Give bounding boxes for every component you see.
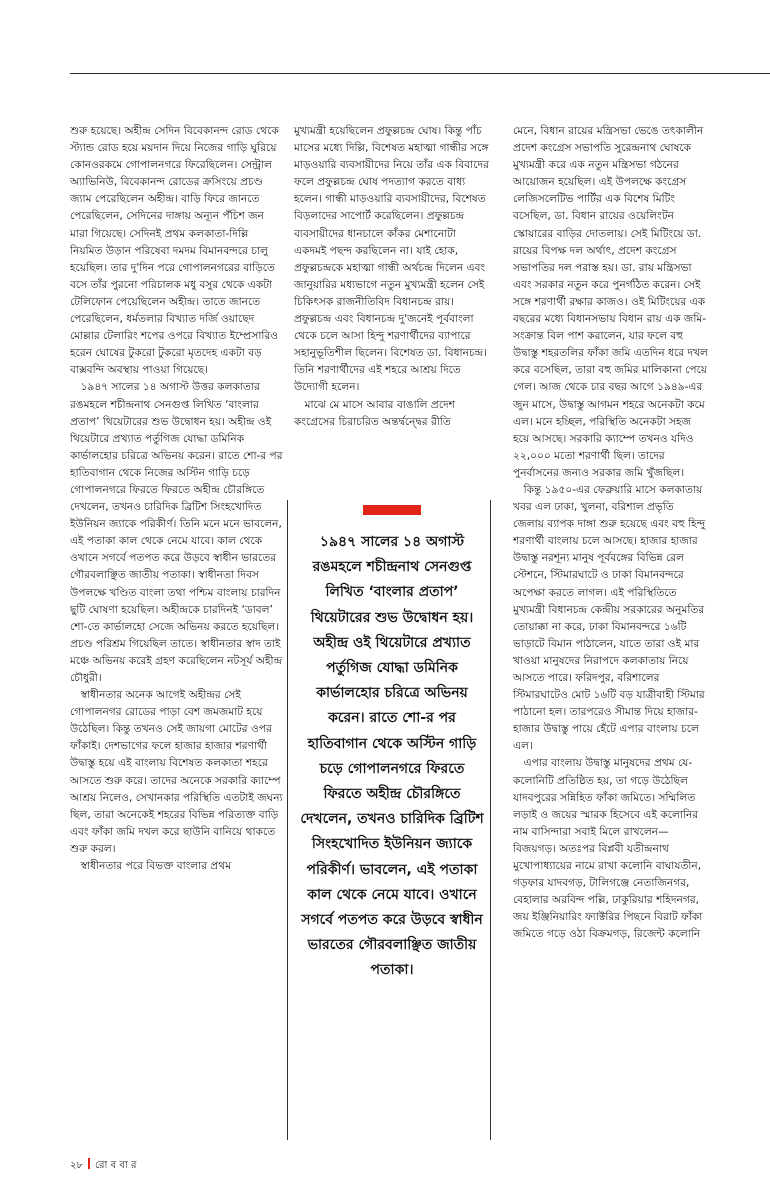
article-column-2 [294, 123, 489, 508]
article-column-1 [70, 123, 284, 1123]
column-divider-left [287, 500, 288, 1140]
paragraph: মুখ্যমন্ত্রী হয়েছিলেন প্রফুল্লচন্দ্র ঘোষ। কিন্তু পাঁচ মাসের মধ্যে দিল্লি, বিশেষত মহাত্মা গান্ধীর সঙ্গে মাড়ওয়ারি ব্যবসায়ীদের নিয়ে তাঁর এক বিবাদের ফলে প্রফুল্লচন্দ্র ঘোষ পদত্যাগ করতে বাধ্য হলেন। গান্ধী মাড়ওয়ারি ব্যবসায়ীদের, বিশেষত বিড়লাদের সাপোর্ট করেছিলেন। প্রফুল্লচন্দ্র ব্যবসায়ীদের ধানচালে কাঁকর মেশানোটা একদমই পছন্দ করছিলেন না। যাই হোক, প্রফুল্লচন্দ্রকে মহাত্মা গান্ধী অর্থচন্দ্র দিলেন এবং জানুয়ারির মধ্যভাগে নতুন মুখ্যমন্ত্রী হলেন সেই চিকিৎসক রাজনীতিবিদ বিধানচন্দ্র রায়। প্রফুল্লচন্দ্র এবং বিধানচন্দ্র দু'জনেই পূর্ববাংলা থেকে চলে আসা হিন্দু শরণার্থীদের ব্যাপারে সহানুভূতিশীল ছিলেন। বিশেষত ডা. বিধানচন্দ্র। তিনি শরণার্থীদের এই শহরে আশ্রয় দিতে উদ্যোগী হলেন। [294, 125, 489, 394]
paragraph: এপার বাংলায় উদ্বাস্তু মানুষদের প্রথম যে-কলোনিটি প্রতিষ্ঠিত হয়, তা গড়ে উঠেছিল যাদবপুরের সন্নিহিত ফাঁকা জমিতে। সম্মিলিত লড়াই ও জয়ের স্মারক হিসেবে এই কলোনির নাম বাসিন্দারা সবাই মিলে রাখলেন— বিজয়গড়। অতঃপর বিপ্লবী যতীন্দ্রনাথ মুখোপাধ্যায়ের নামে রাখা কলোনি বাঘাযতীন, গড়ফার যাদবগড়, টালিগঞ্জে নেতাজিনগর, বেহালার অরবিন্দ পল্লি, ঢাকুরিয়ার শহিদনগর, জয় ইঞ্জিনিয়ারিং ফ্যাক্টরির পিছনে বিরাট ফাঁকা জমিতে গড়ে ওঠা বিক্রমগড়, রিজেন্ট কলোনি [513, 757, 703, 941]
pull-quote-accent-bar [363, 505, 421, 515]
paragraph: স্বাধীনতার পরে বিভক্ত বাংলার প্রথম [80, 860, 232, 873]
footer-separator [88, 1158, 90, 1169]
paragraph: মেনে, বিধান রায়ের মন্ত্রিসভা ভেঙে তৎকালীন প্রদেশ কংগ্রেস সভাপতি সুরেন্দ্রনাথ ঘোষকে মুখ্যমন্ত্রী করে এক নতুন মন্ত্রিসভা গঠনের আয়োজন হয়েছিল। এই উপলক্ষে কংগ্রেস লেজিসলেটিভ পার্টির এক বিশেষ মিটিং বসেছিল, ডা. বিধান রায়ের ওয়েলিংটন স্কোয়ারের বাড়ির দোতলায়। সেই মিটিংয়ে ডা. রায়ের বিপক্ষ দল অর্থাৎ, প্রদেশ কংগ্রেস সভাপতির দল পরাস্ত হয়। ডা. রায় মন্ত্রিসভা এবং সরকার নতুন করে পুনর্গঠিত করেন। সেই সঙ্গে শরণার্থী রক্ষার কাজও। ওই মিটিংয়ের এক বছরের মধ্যে বিধানসভায় বিধান রায় এক জমি-সংক্রান্ত বিল পাশ করালেন, যার ফলে বহু উদ্বাস্তু শহরতলির ফাঁকা জমি এতদিন ধরে দখল করে বসেছিল, তারা বহু জমির মালিকানা পেয়ে গেল। আজ থেকে চার বছর আগে ১৯৪৯-এর জুন মাসে, উদ্বাস্তু আগমন শহরে অনেকটা কমে এল। মনে হচ্ছিল, পরিস্থিতি অনেকটা সহজ হয়ে আসছে। সরকারি ক্যাম্পে তখনও যদিও ২২,০০০ মতো শরণার্থী ছিল। তাদের পুনর্বাসনের জন্যও সরকার জমি খুঁজছিল। [513, 125, 708, 479]
article-column-3 [513, 123, 708, 1123]
page-number: ২৮ [70, 1160, 83, 1171]
pull-quote-text: ১৯৪৭ সালের ১৪ অগাস্ট রঙমহলে শচীন্দ্রনাথ সেনগুপ্ত লিখিত ‘বাংলার প্রতাপ’ থিয়েটারের শুভ উদ্বোধন হয়। অহীন্দ্র ওই থিয়েটারে প্রখ্যাত পর্তুগিজ যোদ্ধা ডমিনিক কার্ভালহোর চরিত্রে অভিনয় করেন। রাতে শো-র পর হাতিবাগান থেকে অস্টিন গাড়ি চড়ে গোপালনগরে ফিরতে ফিরতে অহীন্দ্র চৌরঙ্গিতে দেখলেন, তখনও চারিদিক ব্রিটিশ সিংহখোদিত ইউনিয়ন জ্যাকে পরিকীর্ণ। ভাবলেন, এই পতাকা কাল থেকে নেমে যাবে। ওখানে সগর্বে পতপত করে উড়বে স্বাধীন ভারতের গৌরবলাঞ্ছিত জাতীয় পতাকা। [300, 534, 484, 979]
column-divider-right [490, 500, 491, 1140]
paragraph: কিন্তু ১৯৫০-এর ফেব্রুয়ারি মাসে কলকাতায় খবর এল ঢাকা, খুলনা, বরিশাল প্রভৃতি জেলায় ব্যাপক দাঙ্গা শুরু হয়েছে এবং বহু হিন্দু শরণার্থী বাংলায় চলে আসছে। হাজার হাজার উদ্বাস্তু নরশূন্য মানুষ পূর্ববঙ্গের বিভিন্ন রেল স্টেশনে, স্টিমারঘাটে ও ঢাকা বিমানবন্দরে অপেক্ষা করতে লাগল। এই পরিস্থিতিতে মুখ্যমন্ত্রী বিধানচন্দ্র কেন্দ্রীয় সরকারের অনুমতির তোয়াক্কা না করে, ঢাকা বিমানবন্দরে ১৬টি ভাড়াটে বিমান পাঠালেন, যাতে তারা ওই মার খাওয়া মানুষদের নিরাপদে কলকাতায় নিয়ে আসতে পারে। ফরিদপুর, বরিশালের স্টিমারঘাটেও মোট ১৬টি বড় যাত্রীবাহী স্টিমার পাঠানো হল। তারপরেও সীমান্ত দিয়ে হাজার-হাজার উদ্বাস্তু পায়ে হেঁটে এপার বাংলায় চলে এল। [513, 483, 706, 753]
magazine-name: রো ব বা র [95, 1160, 137, 1171]
paragraph: স্বাধীনতার অনেক আগেই অহীন্দ্রর সেই গোপালনগর রোডের পাড়া বেশ জমজমাট হয়ে উঠেছিল। কিন্তু তখনও সেই জায়গা মোটের ওপর ফাঁকাই। দেশভাগের ফলে হাজার হাজার শরণার্থী উদ্বাস্তু হয়ে এই বাংলায় বিশেষত কলকাতা শহরে আসতে শুরু করে। তাদের অনেকে সরকারি ক্যাম্পে আশ্রয় নিলেও, সেখানকার পরিস্থিতি এতটাই জঘন্য ছিল, তারা অনেকেই শহরের বিভিন্ন পরিত্যক্ত বাড়ি এবং ফাঁকা জমি দখল করে ছাউনি বানিয়ে থাকতে শুরু করল। [70, 689, 283, 855]
page-footer [70, 1158, 137, 1173]
header-rule [70, 73, 770, 74]
pull-quote [300, 505, 484, 984]
paragraph: মাঝে মে মাসে আবার বাঙালি প্রদেশ কংগ্রেসের চিরাচরিত অন্তর্দ্বন্দ্বের রীতি [294, 398, 455, 428]
paragraph: শুরু হয়েছে। অহীন্দ্র সেদিন বিবেকানন্দ রোড থেকে স্ট্যান্ড রোড হয়ে ময়দান দিয়ে নিজের গাড়ি ঘুরিয়ে কোনওরকমে গোপালনগরে ফিরেছিলেন। সেন্ট্রাল অ্যাভিনিউ, বিবেকানন্দ রোডের ক্রসিংয়ে প্রচণ্ড জ্যাম পেরেছিলেন অহীন্দ্র। বাড়ি ফিরে জানতে পেরেছিলেন, সেদিনের দাঙ্গায় অন্যূন পঁচিশ জন মারা গিয়েছে। সেদিনই প্রথম কলকাতা-দিল্লি নিয়মিত উড়ান পরিষেবা দমদম বিমানবন্দরে চালু হয়েছিল। তার দু'দিন পরে গোপালনগরের বাড়িতে বসে তাঁর পুরনো পরিচালক মধু বসুর থেকে একটা টেলিফোন পেয়েছিলেন অহীন্দ্র। তাতে জানতে পেরেছিলেন, ধর্মতলার বিখ্যাত দর্জি ওয়াছেদ মোল্লার টেলারিং শপের ওপরে বিখ্যাত ইম্প্রেসারিও হরেন ঘোষের টুকরো টুকরো মৃতদেহ একটা বড় বাক্সবন্দি অবস্থায় পাওয়া গিয়েছে। [70, 125, 279, 377]
paragraph: ১৯৪৭ সালের ১৪ অগাস্ট উত্তর কলকাতার রঙমহলে শচীন্দ্রনাথ সেনগুপ্ত লিখিত ‘বাংলার প্রতাপ’ থিয়েটারের শুভ উদ্বোধন হয়। অহীন্দ্র ওই থিয়েটারে প্রখ্যাত পর্তুগিজ যোদ্ধা ডমিনিক কার্ভালহোর চরিত্রে অভিনয় করেন। রাতে শো-র পর হাতিবাগান থেকে নিজের অস্টিন গাড়ি চড়ে গোপালনগরে ফিরতে ফিরতে অহীন্দ্র চৌরঙ্গিতে দেখলেন, তখনও চারিদিক ব্রিটিশ সিংহখোদিত ইউনিয়ন জ্যাকে পরিকীর্ণ। তিনি মনে মনে ভাবলেন, এই পতাকা কাল থেকে নেমে যাবে। কাল থেকে ওখানে সগর্বে পতপত করে উড়বে স্বাধীন ভারতের গৌরবলাঞ্ছিত জাতীয় পতাকা। স্বাধীনতা দিবস উপলক্ষে খণ্ডিত বাংলা তথা পশ্চিম বাংলায় চারদিন ছুটি ঘোষণা হয়েছিল। অহীন্দ্রকে চারদিনই ‘ডাবল’ শো-তে কার্ভালহো সেজে অভিনয় করতে হয়েছিল। প্রচণ্ড পরিশ্রম গিয়েছিল তাতে। স্বাধীনতার স্বাদ তাই মঞ্চে অভিনয় করেই গ্রহণ করেছিলেন নটসূর্য অহীন্দ্র চৌধুরী। [70, 381, 283, 684]
